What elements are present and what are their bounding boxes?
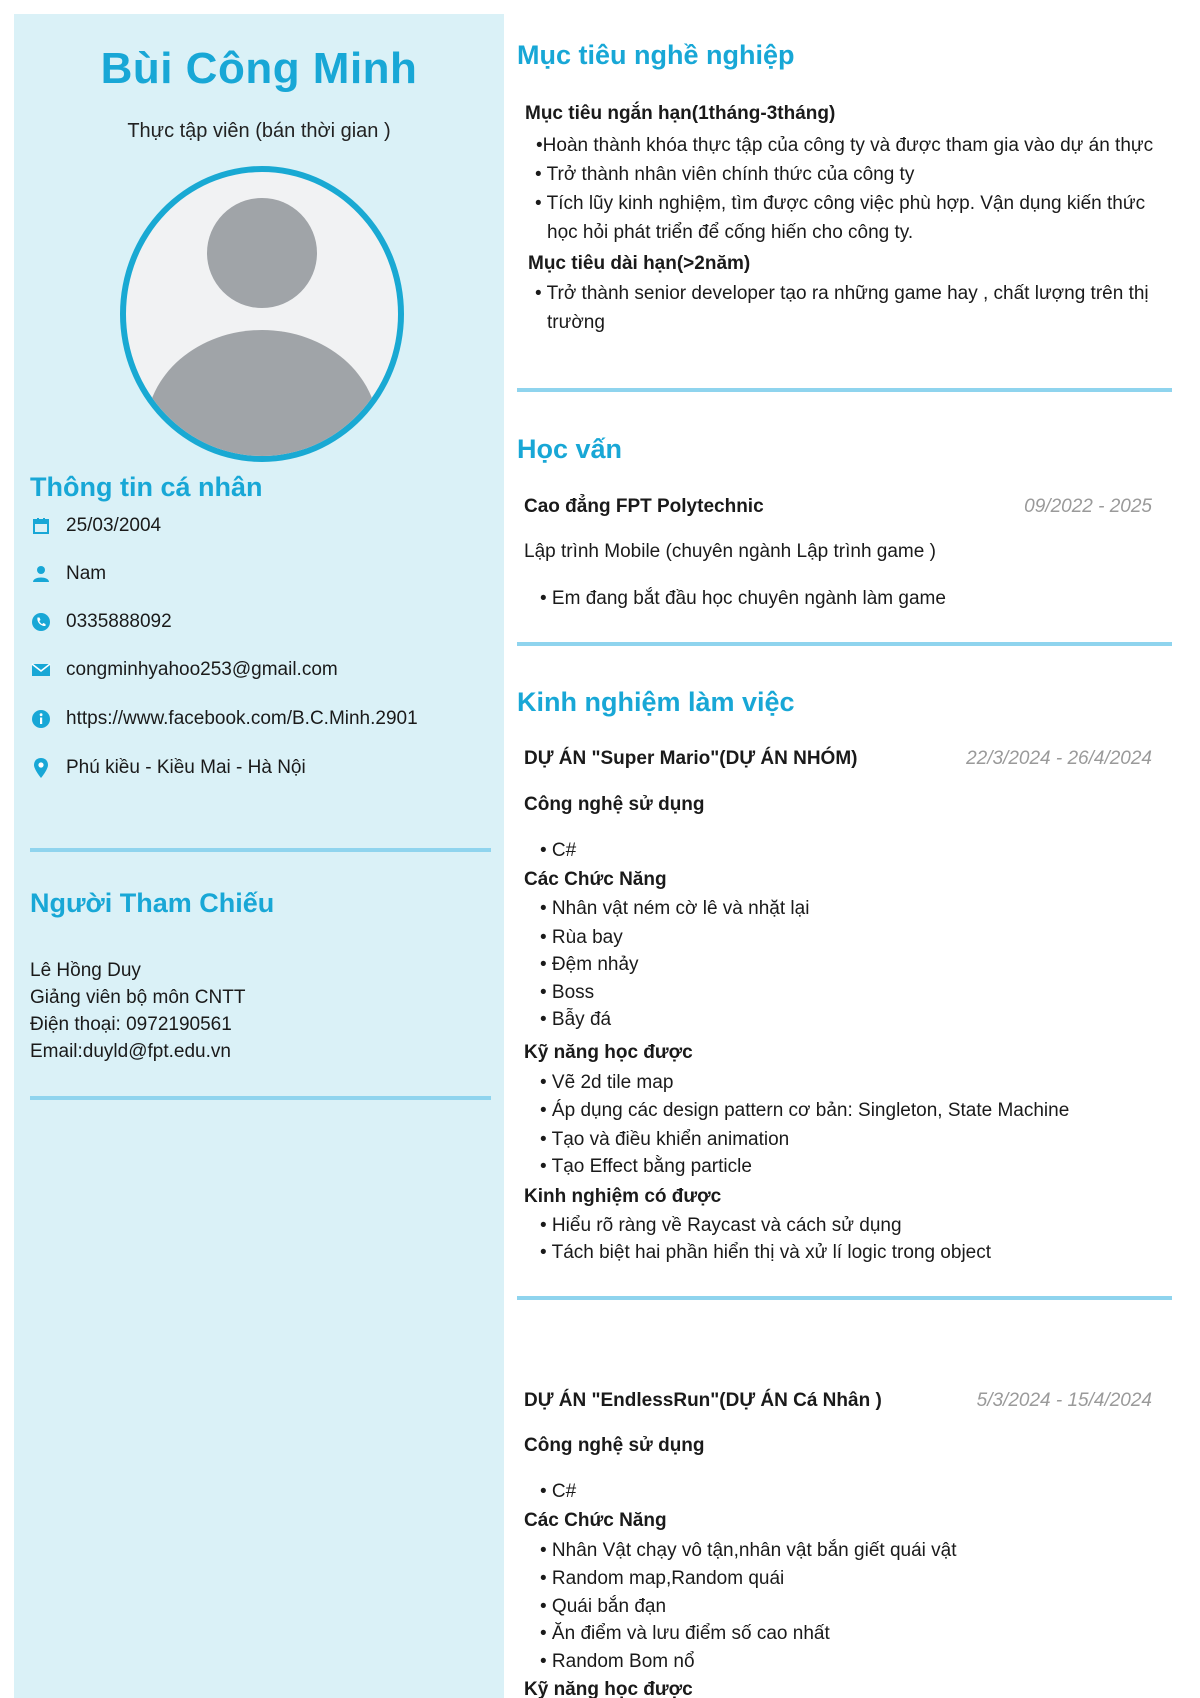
feature-item: • Boss [540, 982, 595, 1003]
job-position: Thực tập viên (bán thời gian ) [127, 120, 391, 142]
person-icon [30, 563, 52, 585]
experience-title: Kinh nghiệm làm việc [517, 687, 795, 717]
section-divider [517, 388, 1172, 392]
feature-item: • Ăn điểm và lưu điểm số cao nhất [540, 1623, 830, 1644]
sidebar-divider [30, 1096, 491, 1100]
project-name: DỰ ÁN "EndlessRun"(DỰ ÁN Cá Nhân ) [524, 1390, 882, 1411]
project-date: 22/3/2024 - 26/4/2024 [966, 748, 1152, 769]
reference-phone: Điện thoại: 0972190561 [30, 1014, 232, 1035]
feature-item: • Random Bom nổ [540, 1651, 695, 1672]
email-icon [30, 659, 52, 681]
section-divider [517, 1296, 1172, 1300]
education-title: Học vấn [517, 434, 623, 464]
feature-item: • Bẫy đá [540, 1009, 612, 1030]
feature-item: • Rùa bay [540, 927, 623, 948]
skill-item: • Vẽ 2d tile map [540, 1072, 674, 1093]
skill-item: • Tạo Effect bằng particle [540, 1156, 752, 1177]
tech-title: Công nghệ sử dụng [524, 794, 705, 815]
tech-title: Công nghệ sử dụng [524, 1435, 705, 1456]
reference-name: Lê Hồng Duy [30, 960, 141, 981]
long-term-item: • Trở thành senior developer tạo ra những game hay , chất lượng trên thị [535, 283, 1149, 304]
feature-item: • Nhân Vật chạy vô tận,nhân vật bắn giết quái vật [540, 1540, 957, 1561]
email-value[interactable]: congminhyahoo253@gmail.com [66, 659, 338, 680]
skills-title: Kỹ năng học được [524, 1042, 693, 1063]
school-name: Cao đẳng FPT Polytechnic [524, 496, 764, 517]
sidebar [14, 14, 504, 1698]
birthday-value: 25/03/2004 [66, 515, 162, 536]
gained-title: Kinh nghiệm có được [524, 1186, 722, 1207]
skill-item: • Áp dụng các design pattern cơ bản: Singleton, State Machine [540, 1100, 1070, 1121]
short-term-item-continued: học hỏi phát triển để cống hiến cho công ty. [547, 222, 914, 243]
birthday-row [30, 515, 161, 537]
reference-role: Giảng viên bộ môn CNTT [30, 987, 246, 1008]
section-divider [517, 642, 1172, 646]
gender-value: Nam [66, 563, 107, 584]
objective-title: Mục tiêu nghề nghiệp [517, 40, 795, 70]
info-icon [30, 708, 52, 730]
short-term-title: Mục tiêu ngắn hạn(1tháng-3tháng) [525, 103, 836, 124]
website-row [30, 708, 418, 730]
features-title: Các Chức Năng [524, 869, 667, 890]
address-row [30, 757, 306, 779]
gender-row [30, 563, 106, 585]
phone-row [30, 611, 172, 633]
phone-value: 0335888092 [66, 611, 172, 632]
features-title: Các Chức Năng [524, 1510, 667, 1531]
skill-item: • Tạo và điều khiển animation [540, 1129, 790, 1150]
reference-email: Email:duyld@fpt.edu.vn [30, 1041, 231, 1062]
short-term-item: • Trở thành nhân viên chính thức của công ty [535, 164, 915, 185]
sidebar-divider [30, 848, 491, 852]
avatar-head-shape [207, 198, 317, 308]
feature-item: • Đệm nhảy [540, 954, 639, 975]
email-row [30, 659, 338, 681]
short-term-item: • Tích lũy kinh nghiệm, tìm được công việc phù hợp. Vận dụng kiến thức [535, 193, 1146, 214]
education-date: 09/2022 - 2025 [1024, 496, 1152, 517]
project-date: 5/3/2024 - 15/4/2024 [976, 1390, 1152, 1411]
long-term-item-continued: trường [547, 312, 605, 333]
gained-item: • Tách biệt hai phần hiển thị và xử lí logic trong object [540, 1242, 992, 1263]
major: Lập trình Mobile (chuyên ngành Lập trình game ) [524, 541, 936, 562]
candidate-name: Bùi Công Minh [100, 44, 418, 93]
short-term-item: •Hoàn thành khóa thực tập của công ty và được tham gia vào dự án thực [536, 135, 1154, 156]
feature-item: • Nhân vật ném cờ lê và nhặt lại [540, 898, 810, 919]
gained-item: • Hiểu rõ ràng về Raycast và cách sử dụng [540, 1215, 902, 1236]
long-term-title: Mục tiêu dài hạn(>2năm) [528, 253, 751, 274]
address-value: Phú kiều - Kiều Mai - Hà Nội [66, 757, 306, 778]
feature-item: • Random map,Random quái [540, 1568, 785, 1589]
location-icon [30, 757, 52, 779]
website-value[interactable]: https://www.facebook.com/B.C.Minh.2901 [66, 708, 418, 729]
tech-item: • C# [540, 840, 577, 861]
calendar-icon [30, 515, 52, 537]
phone-icon [30, 611, 52, 633]
project-name: DỰ ÁN "Super Mario"(DỰ ÁN NHÓM) [524, 748, 858, 769]
avatar [120, 166, 404, 462]
tech-item: • C# [540, 1481, 577, 1502]
education-note: • Em đang bắt đầu học chuyên ngành làm game [540, 588, 946, 609]
feature-item: • Quái bắn đạn [540, 1596, 667, 1617]
skills-title: Kỹ năng học được [524, 1679, 693, 1698]
avatar-body-shape [146, 330, 378, 462]
personal-info-title: Thông tin cá nhân [30, 472, 263, 502]
reference-title: Người Tham Chiếu [30, 888, 275, 918]
